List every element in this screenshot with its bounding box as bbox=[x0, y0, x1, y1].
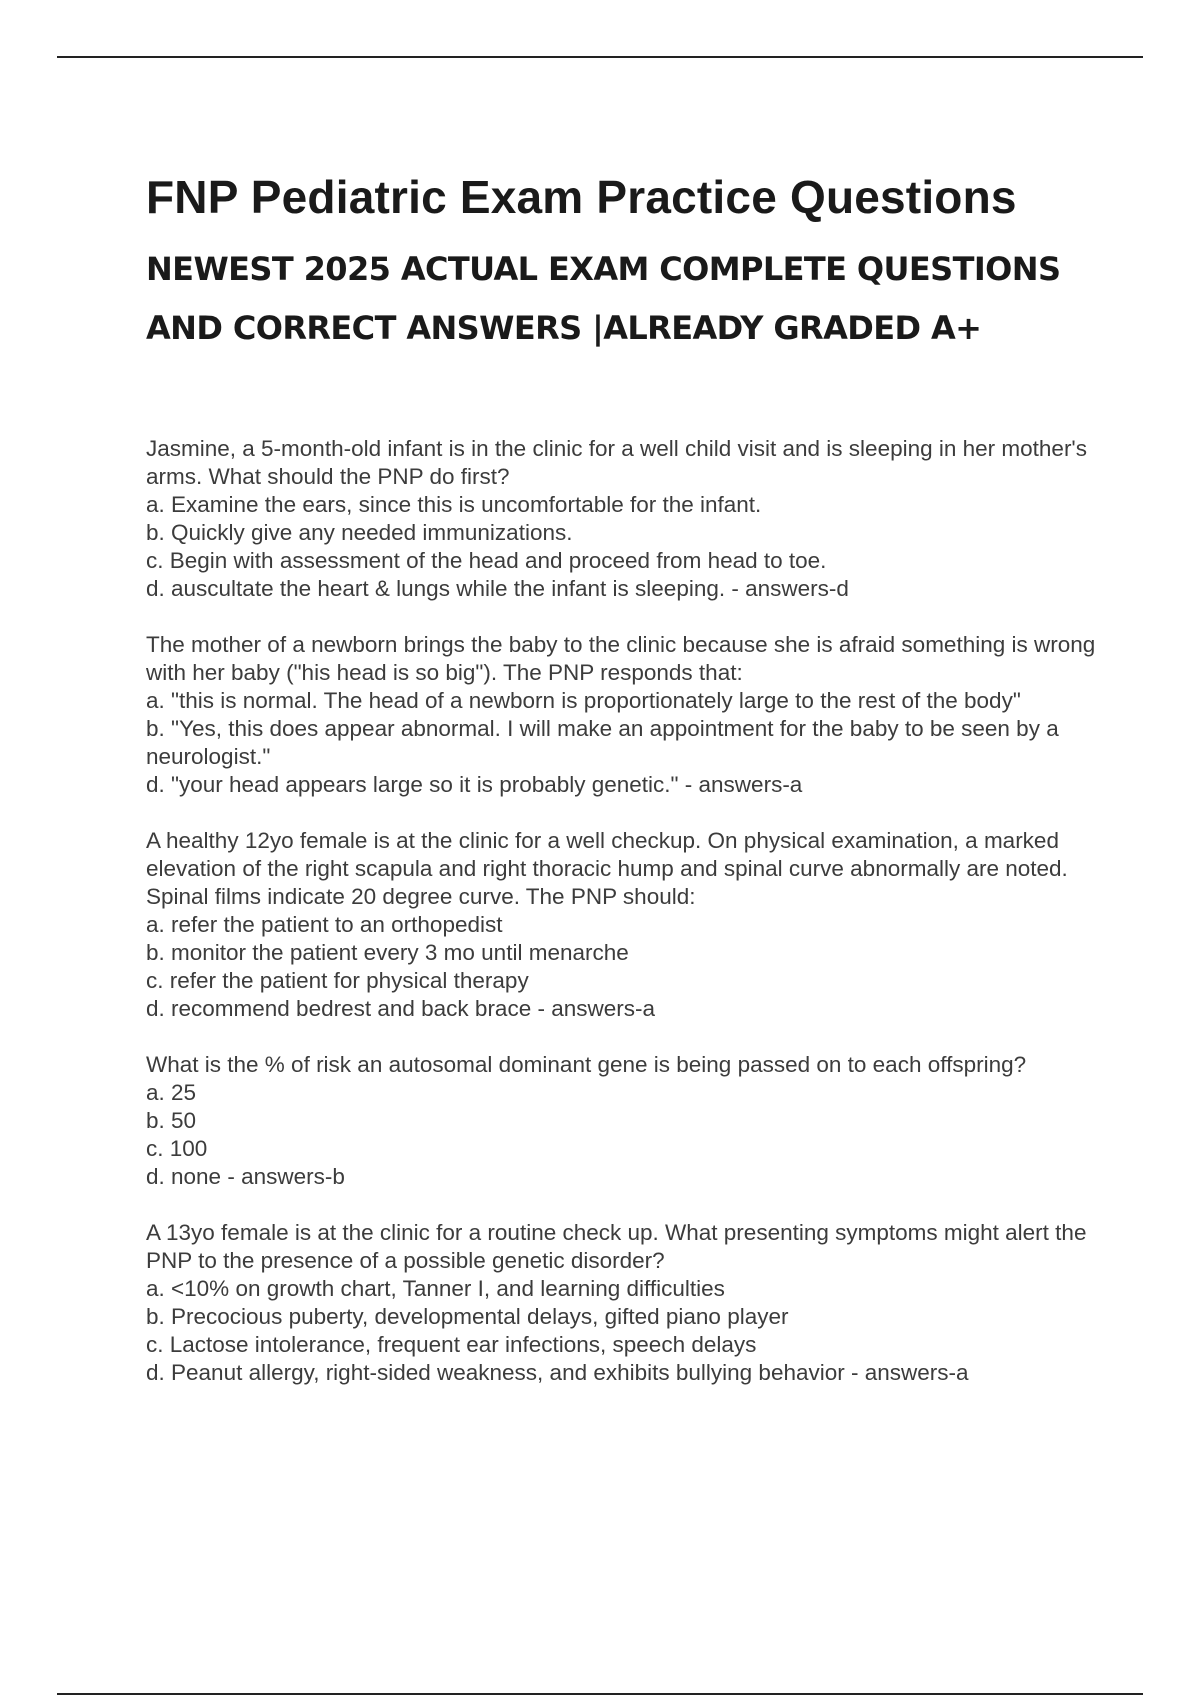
document-subtitle: NEWEST 2025 ACTUAL EXAM COMPLETE QUESTIONS AND CORRECT ANSWERS |ALREADY GRADED A+ bbox=[146, 250, 1061, 347]
document-title: FNP Pediatric Exam Practice Questions bbox=[146, 171, 1017, 223]
answer-option: c. refer the patient for physical therapy bbox=[146, 968, 529, 993]
question-stem: The mother of a newborn brings the baby to the clinic because she is afraid something is wrong with her baby ("his head is so big"). The PNP responds that: bbox=[146, 632, 1102, 685]
answer-option: a. "this is normal. The head of a newborn is proportionately large to the rest of the body" bbox=[146, 688, 1021, 713]
answer-option: c. 100 bbox=[146, 1136, 208, 1161]
answer-option: d. auscultate the heart & lungs while the infant is sleeping. - answers-d bbox=[146, 576, 849, 601]
answer-option: a. <10% on growth chart, Tanner I, and learning difficulties bbox=[146, 1276, 725, 1301]
answer-option: d. Peanut allergy, right-sided weakness, and exhibits bullying behavior - answers-a bbox=[146, 1360, 969, 1385]
question-stem: A healthy 12yo female is at the clinic for a well checkup. On physical examination, a marked elevation of the right scapula and right thoracic hump and spinal curve abnormally are noted. Spinal films indicate 20 degree curve. The PNP should: bbox=[146, 828, 1075, 909]
answer-option: b. Quickly give any needed immunizations. bbox=[146, 520, 573, 545]
answer-option: a. Examine the ears, since this is uncomfortable for the infant. bbox=[146, 492, 762, 517]
question-item bbox=[146, 631, 1106, 799]
answer-option: b. "Yes, this does appear abnormal. I will make an appointment for the baby to be seen by a neurologist." bbox=[146, 716, 1065, 769]
answer-option: d. none - answers-b bbox=[146, 1164, 345, 1189]
question-item bbox=[146, 435, 1106, 603]
answer-option: b. Precocious puberty, developmental delays, gifted piano player bbox=[146, 1304, 789, 1329]
answer-option: d. "your head appears large so it is probably genetic." - answers-a bbox=[146, 772, 803, 797]
question-item bbox=[146, 827, 1106, 1023]
answer-option: b. 50 bbox=[146, 1108, 197, 1133]
answer-option: c. Lactose intolerance, frequent ear infections, speech delays bbox=[146, 1332, 757, 1357]
question-stem: A 13yo female is at the clinic for a routine check up. What presenting symptoms might alert the PNP to the presence of a possible genetic disorder? bbox=[146, 1220, 1093, 1273]
answer-option: c. Begin with assessment of the head and proceed from head to toe. bbox=[146, 548, 827, 573]
question-item bbox=[146, 1051, 1106, 1191]
question-item bbox=[146, 1219, 1106, 1387]
answer-option: a. 25 bbox=[146, 1080, 197, 1105]
answer-option: d. recommend bedrest and back brace - answers-a bbox=[146, 996, 655, 1021]
answer-option: a. refer the patient to an orthopedist bbox=[146, 912, 503, 937]
bottom-divider bbox=[57, 1693, 1143, 1695]
question-stem: Jasmine, a 5-month-old infant is in the clinic for a well child visit and is sleeping in her mother's arms. What should the PNP do first? bbox=[146, 436, 1094, 489]
question-list bbox=[146, 435, 1106, 1415]
top-divider bbox=[57, 56, 1143, 58]
question-stem: What is the % of risk an autosomal dominant gene is being passed on to each offspring? bbox=[146, 1052, 1027, 1077]
answer-option: b. monitor the patient every 3 mo until menarche bbox=[146, 940, 629, 965]
